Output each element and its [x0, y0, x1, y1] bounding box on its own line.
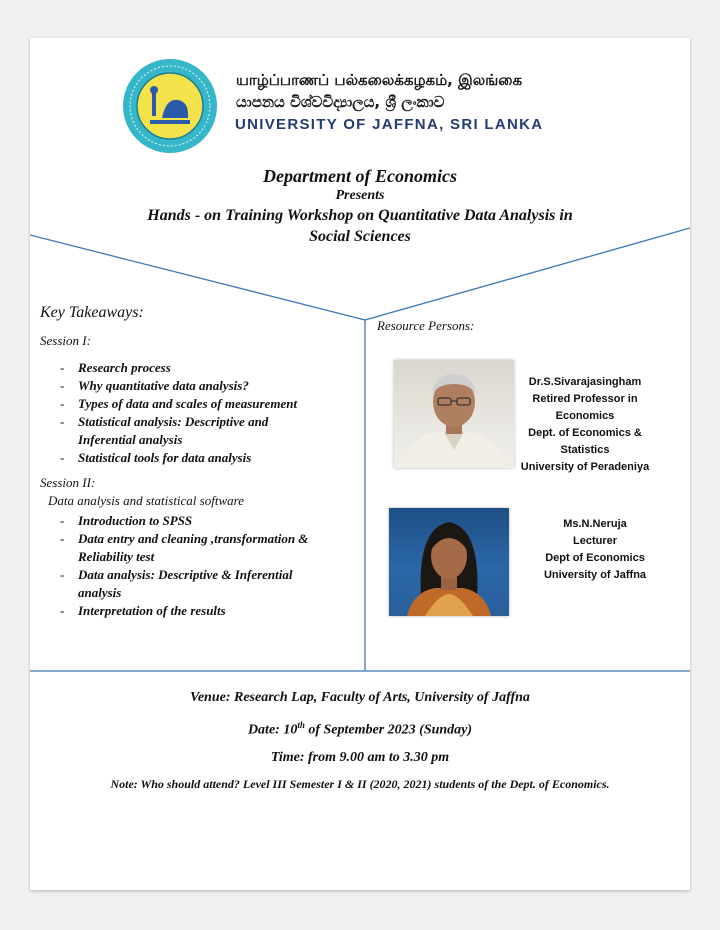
presents-label: Presents [335, 188, 385, 203]
attendance-note: Note: Who should attend? Level III Semester I & II (2020, 2021) students of the Dept. of Economics. [110, 777, 610, 791]
speaker-name: Dr.S.Sivarajasingham [528, 376, 642, 388]
university-name-sinhala: යාපනය විශ්වවිද්‍යාලය, ශ්‍රී ලංකාව [236, 93, 445, 111]
date-suffix-ordinal: th [297, 720, 305, 730]
speaker-title: Retired Professor in Economics [532, 393, 638, 422]
venue-text: Venue: Research Lap, Faculty of Arts, University of Jaffna [190, 690, 530, 705]
date-prefix: Date: 10 [247, 722, 298, 738]
list-item: - Data analysis: Descriptive & Inferential analysis [50, 566, 328, 602]
list-item: - Interpretation of the results [50, 602, 350, 620]
speaker-name: Ms.N.Neruja [563, 518, 627, 530]
time-text: Time: from 9.00 am to 3.30 pm [270, 750, 450, 765]
key-takeaways-heading: Key Takeaways: [40, 304, 144, 321]
session2-heading: Session II: [40, 475, 96, 490]
list-item: - Types of data and scales of measurement [50, 395, 350, 413]
workshop-title-line2: Social Sciences [309, 228, 411, 245]
date-rest: of September 2023 (Sunday) [304, 722, 473, 738]
list-item: - Statistical analysis: Descriptive and Inferential analysis [50, 413, 308, 449]
session2-subtitle: Data analysis and statistical software [48, 493, 244, 508]
poster-page [30, 38, 690, 890]
speaker-title: Lecturer [572, 535, 618, 547]
speaker-department: Dept of Economics [545, 552, 645, 564]
speaker-department: Dept. of Economics & Statistics [528, 427, 642, 456]
divider-right-diagonal [365, 228, 690, 320]
workshop-title-line1: Hands - on Training Workshop on Quantitative Data Analysis in [147, 207, 573, 224]
date-text [30, 720, 690, 739]
resource-persons-heading: Resource Persons: [377, 318, 475, 333]
session1-heading: Session I: [40, 333, 91, 348]
speaker-info-1 [510, 374, 660, 476]
session1-list [50, 359, 350, 467]
list-item: - Why quantitative data analysis? [50, 377, 350, 395]
speaker-university: University of Jaffna [543, 569, 647, 581]
list-item: - Statistical tools for data analysis [50, 449, 350, 467]
department-name: Department of Economics [263, 166, 457, 186]
speaker-photo-2 [389, 508, 509, 616]
speaker-photo-1 [394, 360, 514, 468]
speaker-info-2 [520, 516, 670, 584]
list-item: - Research process [50, 359, 350, 377]
session2-list [50, 512, 350, 620]
speaker-university: University of Peradeniya [520, 461, 650, 473]
list-item: - Introduction to SPSS [50, 512, 350, 530]
university-name-english: UNIVERSITY OF JAFFNA, SRI LANKA [235, 116, 544, 133]
university-name-tamil: யாழ்ப்பாணப் பல்கலைக்கழகம், இலங்கை [236, 71, 523, 89]
list-item: - Data entry and cleaning ,transformation & Reliability test [50, 530, 338, 566]
